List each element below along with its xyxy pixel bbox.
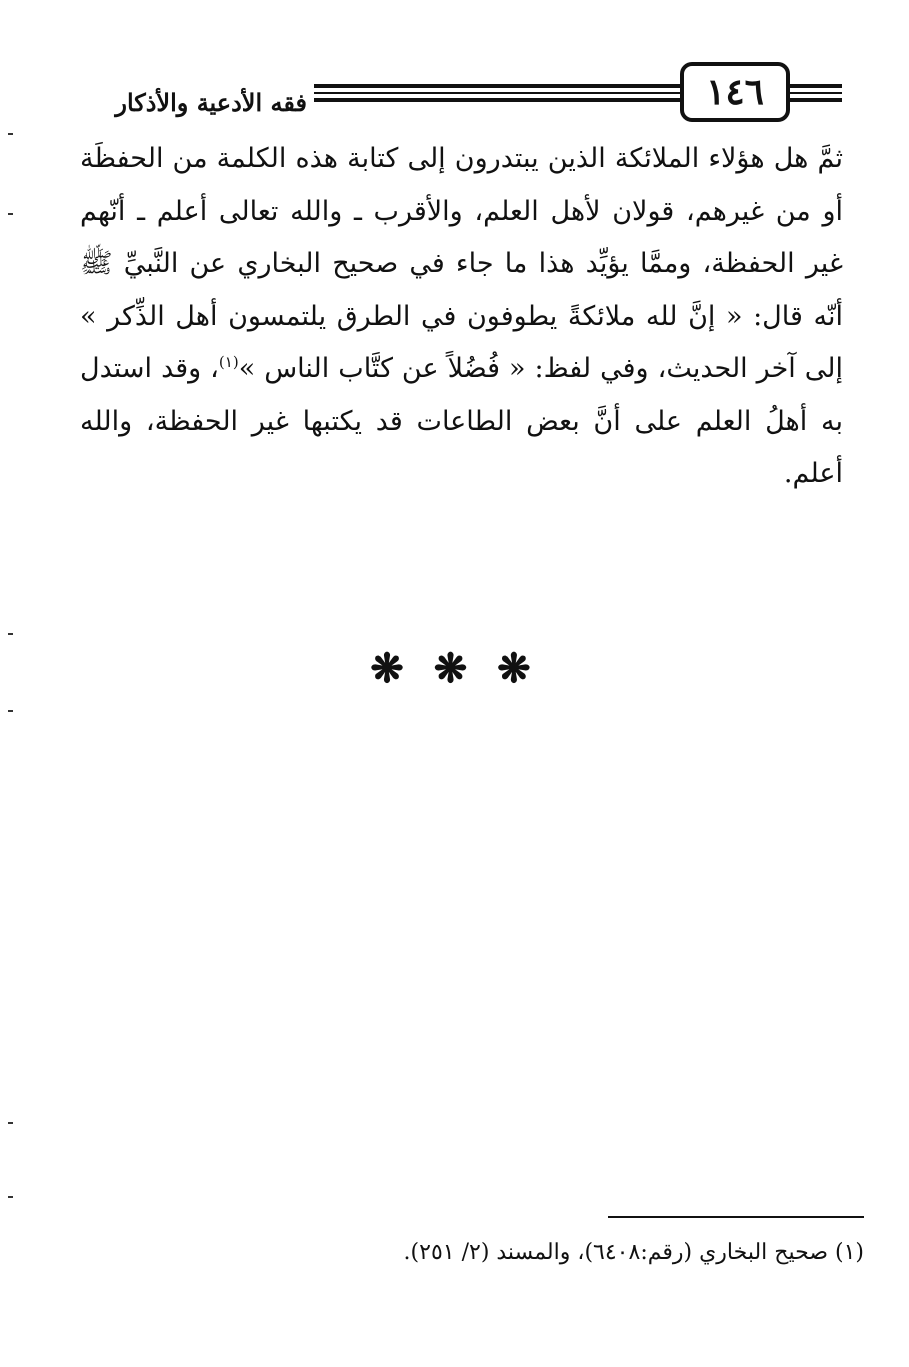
body-paragraph — [80, 133, 843, 501]
main-text — [80, 133, 843, 501]
margin-mark — [8, 633, 13, 635]
margin-mark — [8, 213, 13, 215]
header-rule — [314, 84, 680, 88]
header-rule — [790, 84, 842, 88]
header-rule — [790, 98, 842, 102]
margin-mark — [8, 710, 13, 712]
margin-mark — [8, 1196, 13, 1198]
paragraph-text: ثمَّ هل هؤلاء الملائكة الذين يبتدرون إلى كتابة هذه الكلمة من الحفظَة أو من غيرهم، قولان لأهل العلم، والأقرب ـ والله تعالى أعلم ـ أنّهم غير الحفظة، وممَّا يؤيِّد هذا ما جاء في صحيح البخاري عن النَّبيِّ ﷺ أنّه قال: « إنَّ لله ملائكةً يطوفون في الطرق يلتمسون أهل الذِّكر » إلى آخر الحديث، وفي لفظ: « فُضُلاً عن كتَّاب الناس » — [80, 143, 843, 384]
section-separator: ❋ ❋ ❋ — [370, 645, 539, 692]
header-rule — [790, 92, 842, 94]
margin-mark — [8, 133, 13, 135]
paragraph-text-end: ، وقد استدل به أهلُ العلم على أنَّ بعض الطاعات قد يكتبها غير الحفظة، والله أعلم. — [80, 353, 843, 489]
header-rule — [314, 92, 680, 94]
page-header — [82, 58, 842, 128]
footnote: (١) صحيح البخاري (رقم:٦٤٠٨)، والمسند (٢/ ٢٥١). — [403, 1240, 864, 1265]
header-rule — [314, 98, 680, 102]
margin-mark — [8, 1122, 13, 1124]
footnote-divider — [608, 1216, 864, 1218]
footnote-reference[interactable]: (١) — [218, 353, 239, 371]
running-title: فقه الأدعية والأذكار — [115, 88, 307, 117]
page-number: ١٤٦ — [680, 62, 790, 122]
